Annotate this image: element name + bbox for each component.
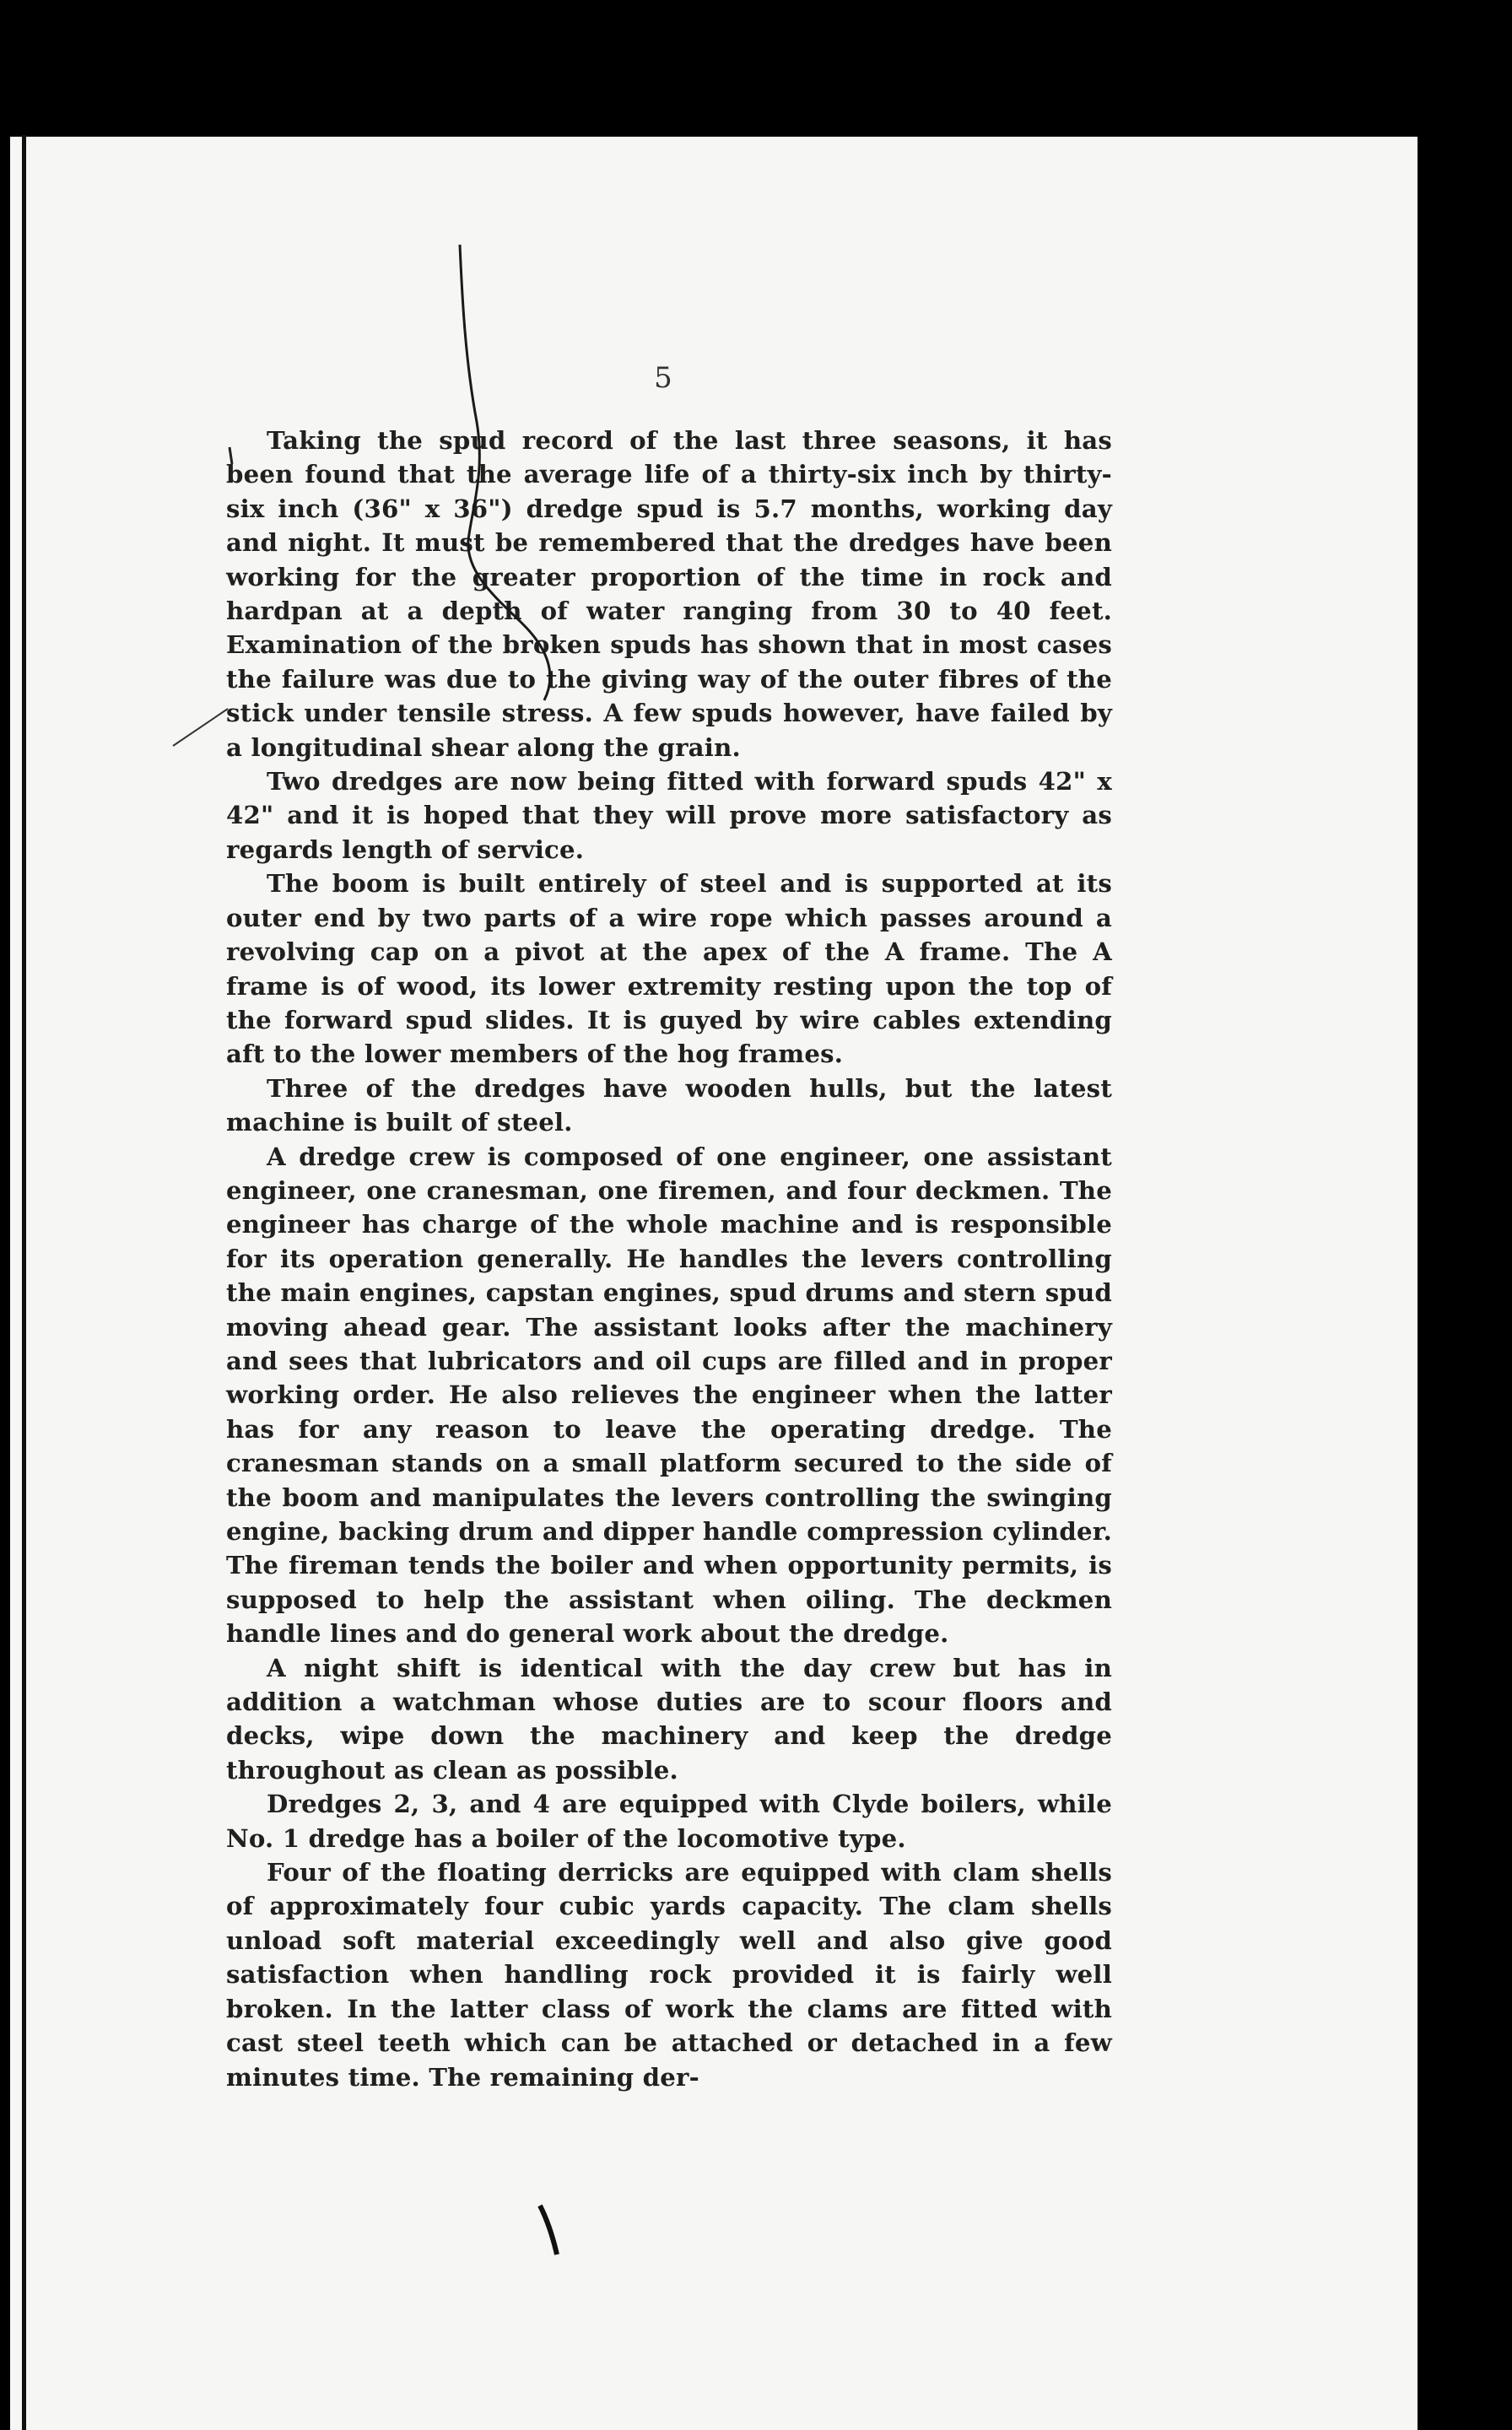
page-edge-shadow (22, 135, 26, 2430)
paragraph-boilers: Dredges 2, 3, and 4 are equipped with Clyde boilers, while No. 1 dredge has a boiler of the locomotive type. (226, 1790, 1112, 1853)
paragraph-hulls: Three of the dredges have wooden hulls, but the latest machine is built of steel. (226, 1073, 1112, 1137)
body-text (226, 424, 1112, 2094)
paragraph-spud-record: Taking the spud record of the last three seasons, it has been found that the average life of a thirty-six inch by thirty-six inch (36" x 36") dredge spud is 5.7 months, working day and night. It must be remembered that the dredges have been working for the greater proportion of the time in rock and hardpan at a depth of water ranging from 30 to 40 feet. Examination of the broken spuds has shown that in most cases the failure was due to the giving way of the outer fibres of the stick under tensile stress. A few spuds however, have failed by a longitudinal shear along the grain. (226, 426, 1112, 762)
paragraph-boom: The boom is built entirely of steel and is supported at its outer end by two parts of a wire rope which passes around a revolving cap on a pivot at the apex of the A frame. The A frame is of wood, its lower extremity resting upon the top of the forward spud slides. It is guyed by wire cables extending aft to the lower members of the hog frames. (226, 869, 1112, 1069)
paragraph-clam-shells: Four of the floating derricks are equipped with clam shells of approximately four cubic yards capacity. The clam shells unload soft material exceedingly well and also give good satisfaction when handling rock provided it is fairly well broken. In the latter class of work the clams are fitted with cast steel teeth which can be attached or detached in a few minutes time. The remaining der- (226, 1858, 1112, 2092)
page-number: 5 (654, 361, 672, 395)
paragraph-forward-spuds: Two dredges are now being fitted with forward spuds 42" x 42" and it is hoped that they will prove more satisfactory as regards length of service. (226, 767, 1112, 864)
paragraph-night-shift: A night shift is identical with the day crew but has in addition a watchman whose duties are to scour floors and decks, wipe down the machinery and keep the dredge throughout as clean as possible. (226, 1653, 1112, 1785)
paragraph-dredge-crew: A dredge crew is composed of one engineer, one assistant engineer, one cranesman, one firemen, and four deckmen. The engineer has charge of the whole machine and is responsible for its operation generally. He handles the levers controlling the main engines, capstan engines, spud drums and stern spud moving ahead gear. The assistant looks after the machinery and sees that lubricators and oil cups are filled and in proper working order. He also relieves the engineer when the latter has for any reason to leave the operating dredge. The cranesman stands on a small platform secured to the side of the boom and manipulates the levers controlling the swinging engine, backing drum and dipper handle compression cylinder. The fireman tends the boiler and when opportunity permits, is supposed to help the assistant when oiling. The deckmen handle lines and do general work about the dredge. (226, 1142, 1112, 1649)
